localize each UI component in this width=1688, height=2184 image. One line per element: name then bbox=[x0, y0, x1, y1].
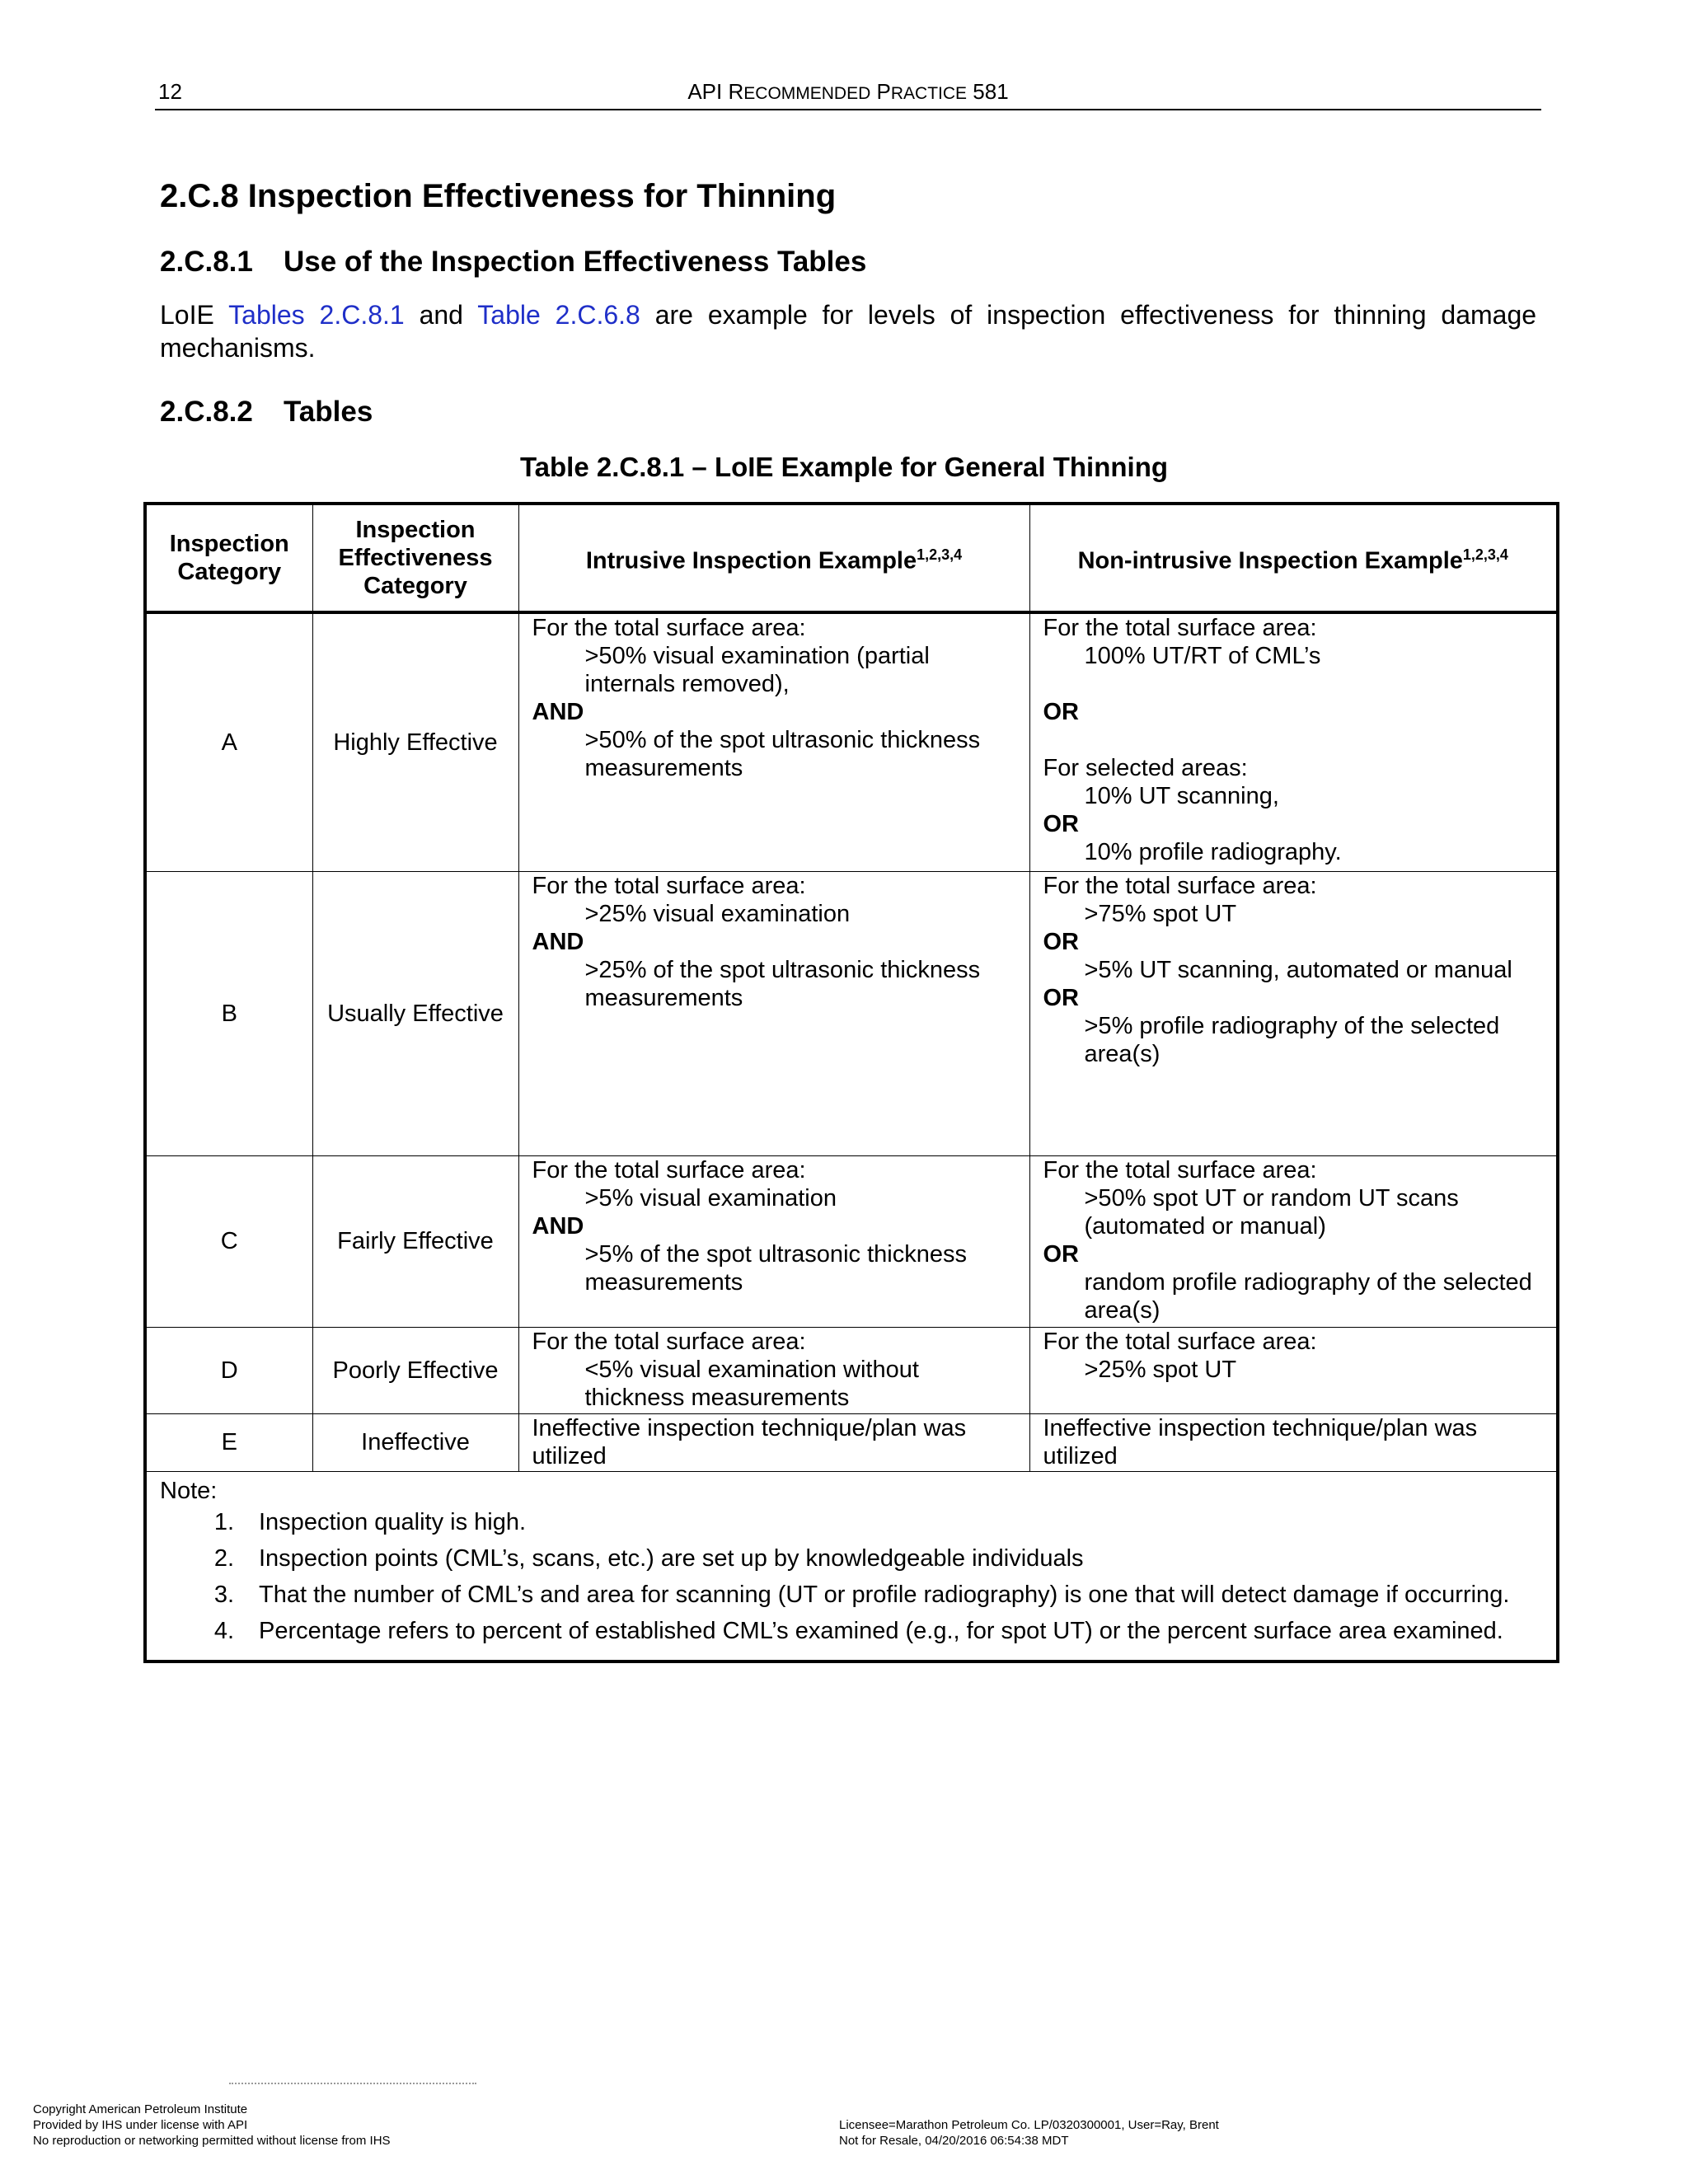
table-row bbox=[145, 1327, 1558, 1413]
header-intrusive: Intrusive Inspection Example$^{1,2,3,4}$ bbox=[518, 504, 1029, 612]
table-row bbox=[145, 1155, 1558, 1327]
list-item: 1. Inspection quality is high. bbox=[213, 1508, 527, 1535]
list-item: 2. Inspection points (CML’s, scans, etc.) are set up by knowledgeable individuals bbox=[213, 1544, 1084, 1572]
section-title: 2.C.8 Inspection Effectiveness for Thinning bbox=[160, 178, 837, 214]
note-label: Note: bbox=[160, 1477, 218, 1504]
intrusive-cell: Ineffective inspection technique/plan was utilized bbox=[518, 1413, 1029, 1471]
running-title: API RECOMMENDED PRACTICE 581 bbox=[687, 79, 1009, 104]
header-nonintrusive: Non-intrusive Inspection Example$^{1,2,3,4}$ bbox=[1029, 504, 1558, 612]
table-row bbox=[145, 1413, 1558, 1471]
list-item: 4. Percentage refers to percent of established CML’s examined (e.g., for spot UT) or the percent surface area examined. bbox=[213, 1617, 1503, 1644]
category-cell: D bbox=[145, 1327, 312, 1413]
effectiveness-cell: Fairly Effective bbox=[312, 1155, 518, 1327]
running-header bbox=[155, 79, 1541, 110]
loie-table bbox=[143, 502, 1559, 1663]
category-cell: A bbox=[145, 612, 312, 871]
footer-copyright: Copyright American Petroleum Institute Provided by IHS under license with API No reproduction or networking permitted without license from IHS bbox=[33, 2102, 391, 2148]
intrusive-cell: For the total surface area: >25% visual examination AND >25% of the spot ultrasonic thickness measurements bbox=[518, 871, 1029, 1155]
nonintrusive-cell: For the total surface area: 100% UT/RT of CML’s OR For selected areas: 10% UT scanning, OR 10% profile radiography. bbox=[1029, 612, 1558, 871]
category-cell: E bbox=[145, 1413, 312, 1471]
notes-list bbox=[160, 1508, 1543, 1645]
effectiveness-cell: Usually Effective bbox=[312, 871, 518, 1155]
intrusive-cell: For the total surface area: <5% visual examination without thickness measurements bbox=[518, 1327, 1029, 1413]
category-cell: B bbox=[145, 871, 312, 1155]
header-effectiveness: Inspection Effectiveness Category bbox=[312, 504, 518, 612]
link-table-2c68[interactable]: Table 2.C.6.8 bbox=[477, 300, 640, 330]
table-caption: Table 2.C.8.1 – LoIE Example for General Thinning bbox=[519, 452, 1169, 482]
effectiveness-cell: Highly Effective bbox=[312, 612, 518, 871]
footer-license: Licensee=Marathon Petroleum Co. LP/0320300001, User=Ray, Brent Not for Resale, 04/20/2016 06:54:38 MDT bbox=[839, 2118, 1219, 2148]
intrusive-cell: For the total surface area: >50% visual examination (partial internals removed), AND >50% of the spot ultrasonic thickness measurements bbox=[518, 612, 1029, 871]
scan-artifact bbox=[229, 2083, 476, 2089]
nonintrusive-cell: For the total surface area: >75% spot UT OR >5% UT scanning, automated or manual OR >5% profile radiography of the selected area(s) bbox=[1029, 871, 1558, 1155]
notes-cell bbox=[145, 1471, 1558, 1661]
effectiveness-cell: Poorly Effective bbox=[312, 1327, 518, 1413]
nonintrusive-cell: Ineffective inspection technique/plan was utilized bbox=[1029, 1413, 1558, 1471]
list-item: 3. That the number of CML’s and area for scanning (UT or profile radiography) is one that will detect damage if occurring. bbox=[213, 1581, 1510, 1608]
nonintrusive-cell: For the total surface area: >50% spot UT or random UT scans (automated or manual) OR random profile radiography of the selected area(s) bbox=[1029, 1155, 1558, 1327]
notes-row bbox=[145, 1471, 1558, 1661]
subsection-heading-1: 2.C.8.1 Use of the Inspection Effectiveness Tables bbox=[160, 246, 867, 278]
subsection-heading-2: 2.C.8.2 Tables bbox=[160, 396, 373, 428]
header-category: Inspection Category bbox=[145, 504, 312, 612]
nonintrusive-cell: For the total surface area: >25% spot UT bbox=[1029, 1327, 1558, 1413]
table-row bbox=[145, 871, 1558, 1155]
table-row bbox=[145, 612, 1558, 871]
table-header-row bbox=[145, 504, 1558, 612]
category-cell: C bbox=[145, 1155, 312, 1327]
page-number: 12 bbox=[158, 79, 182, 104]
link-table-2c81[interactable]: Tables 2.C.8.1 bbox=[228, 300, 405, 330]
effectiveness-cell: Ineffective bbox=[312, 1413, 518, 1471]
intro-paragraph: LoIE Tables 2.C.8.1 and Table 2.C.6.8 are example for levels of inspection effectiveness for thinning damage mechanisms. bbox=[160, 300, 1537, 363]
intrusive-cell: For the total surface area: >5% visual examination AND >5% of the spot ultrasonic thickness measurements bbox=[518, 1155, 1029, 1327]
